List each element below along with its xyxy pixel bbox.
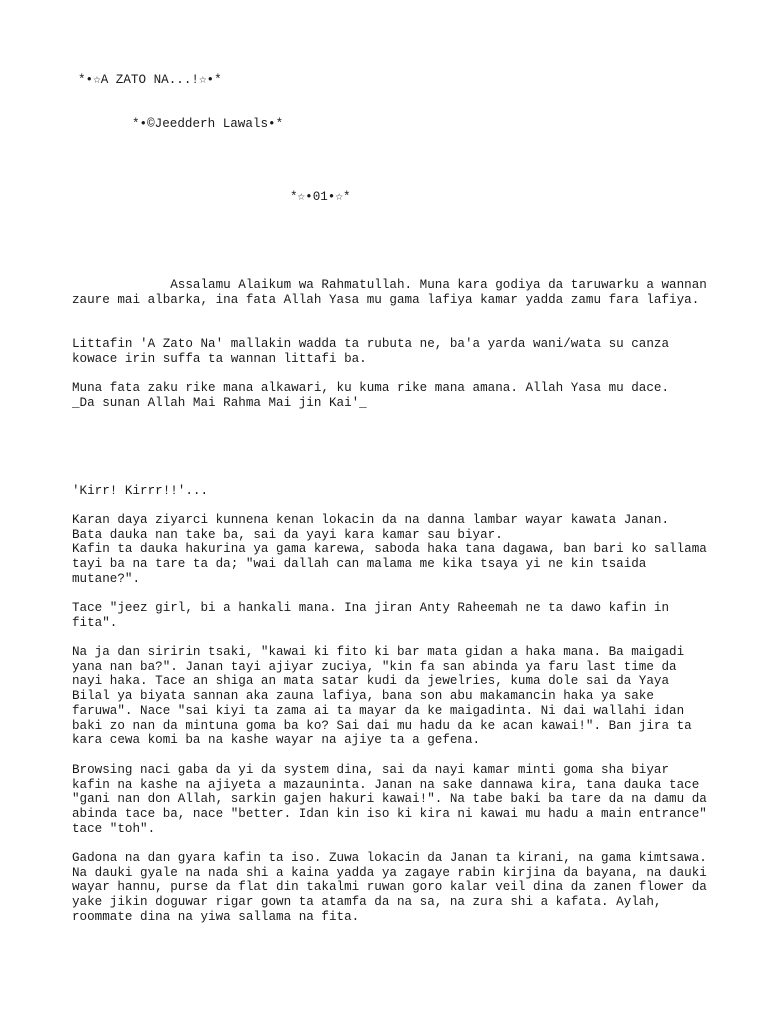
story-paragraph-6: Gadona na dan gyara kafin ta iso. Zuwa lokacin da Janan ta kirani, na gama kimtsawa. Na dauki gyale na nada shi a kaina yadda ya zagaye rabin kirjina da bayana, na dauki wayar hannu, purse da flat din takalmi ruwan goro kalar veil dina da zanen flower da yake jikin doguwar rigar gown ta atamfa da na sa, na zura shi a kafata. Aylah, roommate dina na yiwa sallama na fita. xyxy=(72,851,715,924)
intro-paragraph-2: Littafin 'A Zato Na' mallakin wadda ta rubuta ne, ba'a yarda wani/wata su canza kowace irin suffa ta wannan littafi ba. xyxy=(72,337,677,366)
chapter-heading: *☆•01•☆* xyxy=(290,190,351,204)
intro-paragraph-3: Muna fata zaku rike mana alkawari, ku kuma rike mana amana. Allah Yasa mu dace. _Da sunan Allah Mai Rahma Mai jin Kai'_ xyxy=(72,381,670,410)
document-title: *•☆A ZATO NA...!☆•* xyxy=(78,73,222,87)
intro-paragraph-1: Assalamu Alaikum wa Rahmatullah. Muna kara godiya da taruwarku a wannan zaure mai albarka, ina fata Allah Yasa mu gama lafiya kamar yadda zamu fara lafiya. xyxy=(72,278,715,307)
story-paragraph-5: Browsing naci gaba da yi da system dina, sai da nayi kamar minti goma sha biyar kafin na kashe na ajiyeta a mazauninta. Janan na sake dannawa kira, tana dauka tace "gani nan don Allah, sarkin gajen hakuri kawai!". Na tabe baki ba tare da na damu da abinda tace ba, nace "better. Idan kin iso ki kira ni kawai mu hadu a main entrance" tace "toh". xyxy=(72,763,715,836)
story-paragraph-3: Tace "jeez girl, bi a hankali mana. Ina jiran Anty Raheemah ne ta dawo kafin in fita". xyxy=(72,601,677,630)
story-paragraph-4: Na ja dan siririn tsaki, "kawai ki fito ki bar mata gidan a haka mana. Ba maigadi yana nan ba?". Janan tayi ajiyar zuciya, "kin fa san abinda ya faru last time da nayi haka. Tace an shiga an mata satar kudi da jewelries, kuma dole sai da Yaya Bilal ya biyata sannan aka zauna lafiya, bana son abu makamancin haka ya sake faruwa". Nace "sai kiyi ta zama ai ta mayar da ke maigadinta. Ni dai wallahi idan baki zo nan da mintuna goma ba ko? Sai dai mu hadu da ke acan kawai!". Ban jira ta kara cewa komi ba na kashe wayar na ajiye ta a gefena. xyxy=(72,645,700,748)
author-credit: *•©Jeedderh Lawals•* xyxy=(132,117,284,131)
story-paragraph-2: Karan daya ziyarci kunnena kenan lokacin da na danna lambar wayar kawata Janan. Bata dauka nan take ba, sai da yayi kara kamar sau biyar. Kafin ta dauka hakurina ya gama karewa, saboda haka tana dagawa, ban bari ko sallama tayi ba na tare ta da; "wai dallah can malama me kika tsaya yi ne kin tsaida mutane?". xyxy=(72,513,707,586)
story-paragraph-1: 'Kirr! Kirrr!!'... xyxy=(72,484,209,498)
